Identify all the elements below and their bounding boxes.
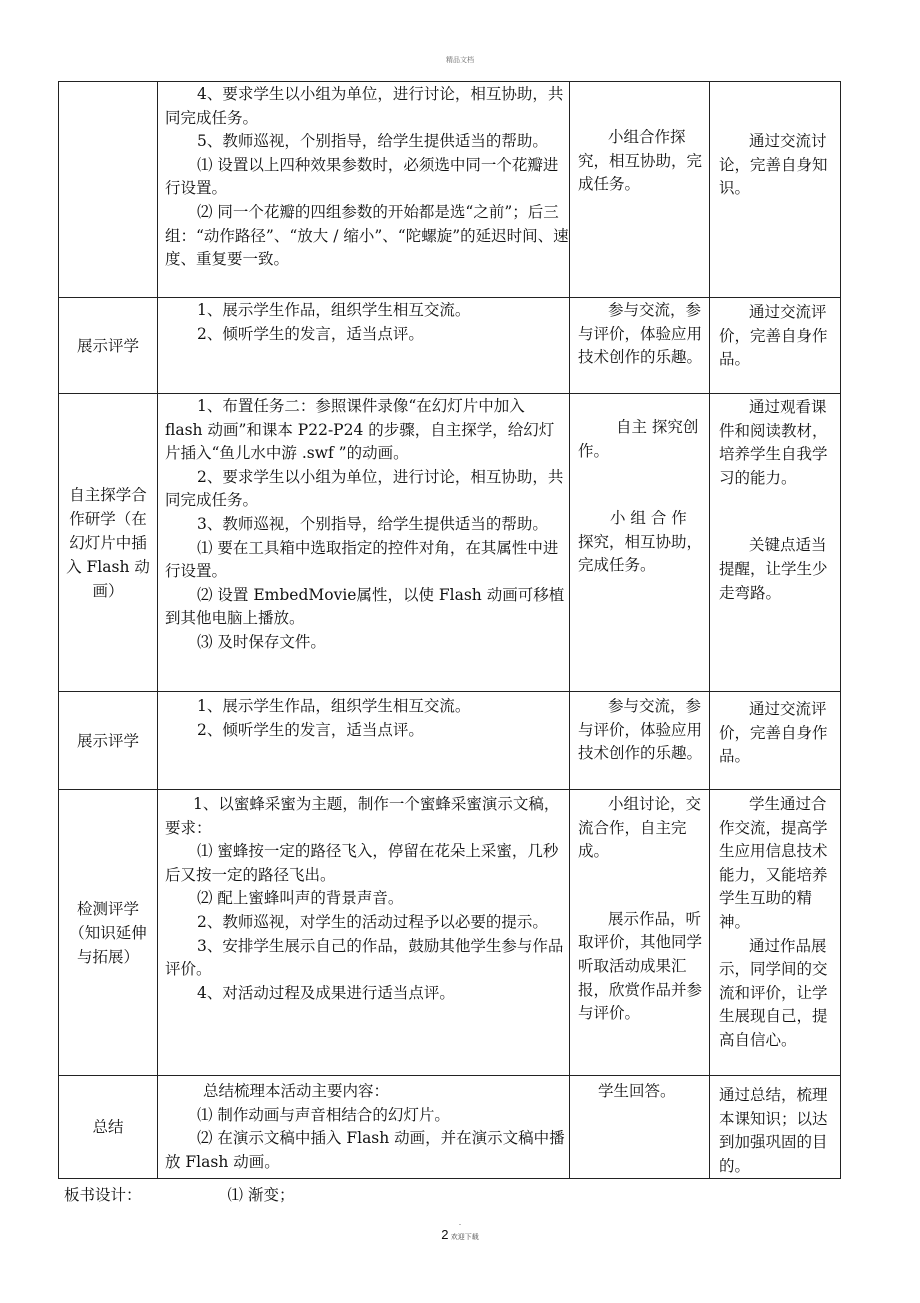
content-line: 1、以蜜蜂采蜜为主题，制作一个蜜蜂采蜜演示文稿，要求： <box>165 795 560 837</box>
content-line: ⑴ 蜜蜂按一定的路径飞入，停留在花朵上采蜜，几秒后又按一定的路径飞出。 <box>165 842 559 884</box>
board-design-label: 板书设计： <box>64 1186 142 1204</box>
content-line: ⑴ 要在工具箱中选取指定的控件对角，在其属性中进行设置。 <box>165 538 559 581</box>
content-cell <box>158 790 570 1076</box>
page-number: 2 <box>441 1227 449 1242</box>
content-line: 5、教师巡视，个别指导，给学生提供适当的帮助。 <box>197 132 548 151</box>
content-line: ⑶ 及时保存文件。 <box>197 632 326 651</box>
effect-cell <box>710 790 841 1076</box>
activity-text: 小 组 合 作 探究，相互协助，完成任务。 <box>578 509 703 575</box>
activity-text: 小组合作探究，相互协助，完成任务。 <box>578 128 703 194</box>
content-line: ⑵ 设置 EmbedMovie属性，以使 Flash 动画可移植到其他电脑上播放。 <box>165 585 565 628</box>
page-footer <box>0 1219 920 1242</box>
activity-cell <box>570 298 710 394</box>
content-cell <box>158 298 570 394</box>
content-cell <box>158 1076 570 1179</box>
effect-text: 通过交流评价，完善自身作品。 <box>719 303 828 369</box>
activity-text: 参与交流，参与评价，体验应用技术创作的乐趣。 <box>578 697 703 763</box>
effect-text: 通过交流讨论，完善自身知识。 <box>719 132 828 198</box>
content-line: 1、布置任务二：参照课件录像“在幻灯片中加入 flash 动画”和课本 P22-P24 的步骤，自主探学，给幻灯片插入“鱼儿水中游 .swf ”的动画。 <box>165 397 555 463</box>
effect-text: 学生通过合作交流，提高学生应用信息技术能力，又能培养学生互助的精神。 <box>719 795 828 931</box>
content-line: 4、对活动过程及成果进行适当点评。 <box>197 983 455 1002</box>
content-cell <box>158 394 570 692</box>
row-label: 自主探学合作研学（在幻灯片中插入 Flash 动画） <box>59 394 158 692</box>
content-cell <box>158 82 570 298</box>
content-line: 2、倾听学生的发言，适当点评。 <box>197 324 424 343</box>
effect-cell <box>710 82 841 298</box>
footer-text: 欢迎下载 <box>450 1233 479 1241</box>
activity-text: 展示作品，听取评价，其他同学听取活动成果汇报，欣赏作品并参与评价。 <box>578 909 703 1023</box>
activity-cell <box>570 394 710 692</box>
content-line: 1、展示学生作品，组织学生相互交流。 <box>197 301 471 319</box>
content-cell <box>158 692 570 790</box>
activity-cell <box>570 790 710 1076</box>
table-row <box>59 790 841 1076</box>
table-row <box>59 394 841 692</box>
row-label: 总结 <box>59 1076 158 1179</box>
activity-cell <box>570 692 710 790</box>
content-line: 1、展示学生作品，组织学生相互交流。 <box>197 697 471 715</box>
content-line: 2、教师巡视，对学生的活动过程予以必要的提示。 <box>197 912 548 931</box>
content-line: 总结梳理本活动主要内容： <box>203 1082 390 1100</box>
lesson-plan-table <box>58 81 841 1179</box>
activity-text: 学生回答。 <box>598 1082 676 1100</box>
effect-cell <box>710 394 841 692</box>
content-line: ⑵ 在演示文稿中插入 Flash 动画，并在演示文稿中播放 Flash 动画。 <box>165 1129 565 1171</box>
content-line: 2、要求学生以小组为单位，进行讨论，相互协助，共同完成任务。 <box>165 467 564 510</box>
content-line: 3、教师巡视，个别指导，给学生提供适当的帮助。 <box>197 514 548 533</box>
table-row <box>59 82 841 298</box>
row-label <box>59 82 158 298</box>
effect-cell <box>710 692 841 790</box>
content-line: 4、要求学生以小组为单位，进行讨论，相互协助，共同完成任务。 <box>165 85 564 127</box>
content-line: ⑵ 同一个花瓣的四组参数的开始都是选“之前”；后三组：“动作路径”、“放大 / 缩小”、“陀螺旋”的延迟时间、速度、重复要一致。 <box>165 202 569 269</box>
board-design <box>64 1183 294 1205</box>
content-line: ⑵ 配上蜜蜂叫声的背景声音。 <box>197 889 404 908</box>
footer-dot: . <box>458 1219 462 1227</box>
activity-text: 参与交流，参与评价，体验应用技术创作的乐趣。 <box>578 301 703 367</box>
row-label: 检测评学（知识延伸与拓展） <box>59 790 158 1076</box>
table-row <box>59 1076 841 1179</box>
content-line: 2、倾听学生的发言，适当点评。 <box>197 720 424 739</box>
row-label: 展示评学 <box>59 692 158 790</box>
page-header: 精品文档 <box>446 56 474 64</box>
effect-text: 关键点适当提醒，让学生少走弯路。 <box>719 536 828 602</box>
content-line: ⑴ 制作动画与声音相结合的幻灯片。 <box>197 1105 450 1124</box>
content-line: ⑴ 设置以上四种效果参数时，必须选中同一个花瓣进行设置。 <box>165 155 559 198</box>
table-row <box>59 692 841 790</box>
effect-text: 通过作品展示，同学间的交流和评价，让学生展现自己，提高自信心。 <box>719 936 828 1049</box>
activity-cell <box>570 1076 710 1179</box>
row-label: 展示评学 <box>59 298 158 394</box>
content-line: 3、安排学生展示自己的作品，鼓励其他学生参与作品评价。 <box>165 936 564 979</box>
effect-text: 通过交流评价，完善自身作品。 <box>719 700 828 766</box>
activity-text: 小组讨论，交流合作，自主完成。 <box>578 795 702 861</box>
board-design-item: ⑴ 渐变； <box>227 1186 295 1204</box>
effect-text: 通过观看课件和阅读教材，培养学生自我学习的能力。 <box>719 398 828 487</box>
effect-cell <box>710 298 841 394</box>
effect-cell <box>710 1076 841 1179</box>
activity-text: 自主 探究创作。 <box>578 418 699 460</box>
table-row <box>59 298 841 394</box>
effect-text: 通过总结，梳理本课知识；以达到加强巩固的目的。 <box>719 1086 828 1175</box>
